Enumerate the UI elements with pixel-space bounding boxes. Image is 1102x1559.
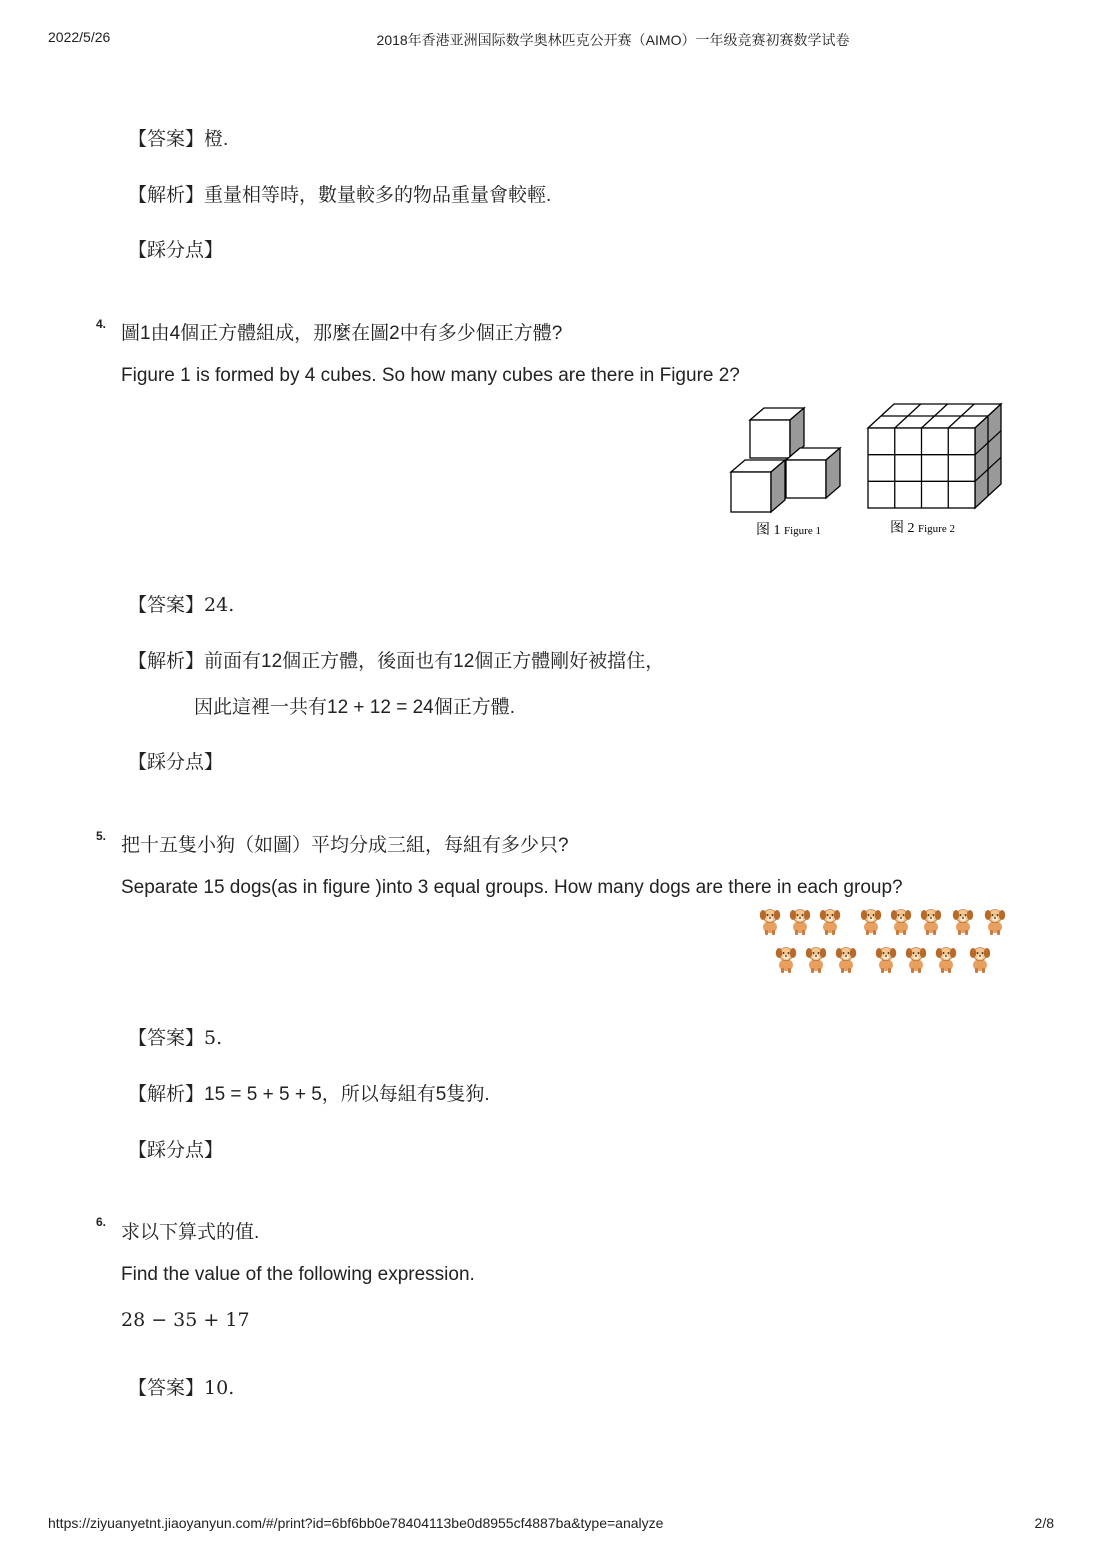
- fig2-caption: 图 2 Figure 2: [890, 521, 955, 536]
- q3-points-line: [128, 235, 223, 262]
- q3-answer-line: [128, 124, 228, 151]
- q4-points-line: [128, 747, 223, 774]
- dog-icon: [891, 910, 911, 936]
- answer-label: 【答案】: [128, 1027, 205, 1049]
- fig1-caption: 图 1 Figure 1: [756, 523, 821, 538]
- analysis-label: 【解析】: [128, 1083, 205, 1105]
- points-label: 【踩分点】: [128, 1139, 224, 1161]
- footer-url: https://ziyuanyetnt.jiaoyanyun.com/#/print?id=6bf6bb0e78404113be0d8955cf4887ba&type=analyze: [48, 1515, 664, 1531]
- q4-analysis-1: 前面有12個正方體，後面也有12個正方體剛好被擋住，: [204, 651, 665, 672]
- dog-icon: [760, 910, 780, 936]
- q4-analysis-line: [128, 646, 664, 673]
- dog-icon: [985, 910, 1005, 936]
- dog-icon: [776, 948, 796, 974]
- dog-icon: [790, 910, 810, 936]
- points-label: 【踩分点】: [128, 751, 224, 773]
- answer-label: 【答案】: [128, 594, 205, 616]
- header-title: 2018年香港亚洲国际数学奥林匹克公开赛（AIMO）一年级竞赛初赛数学试卷: [376, 32, 850, 48]
- dog-icon: [876, 948, 896, 974]
- q6-question-en: Find the value of the following expression.: [121, 1264, 475, 1285]
- q6-question-zh: 求以下算式的值.: [121, 1222, 260, 1243]
- dog-icon: [820, 910, 840, 936]
- q5-dogs-figure: [755, 905, 1020, 983]
- dog-icon: [970, 948, 990, 974]
- dog-icon: [936, 948, 956, 974]
- q6-answer: 10.: [204, 1377, 235, 1399]
- q5-number: 5.: [96, 829, 107, 843]
- q5-answer: 5.: [204, 1027, 223, 1049]
- analysis-label: 【解析】: [128, 184, 205, 206]
- fig1-cube-left: [731, 460, 785, 512]
- dog-icon: [861, 910, 881, 936]
- points-label: 【踩分点】: [128, 239, 224, 261]
- q6-number: 6.: [96, 1215, 107, 1229]
- footer-page-number: 2/8: [1034, 1515, 1054, 1531]
- dog-icon: [906, 948, 926, 974]
- q4-answer: 24.: [204, 594, 235, 616]
- q5-analysis-line: [128, 1079, 490, 1106]
- dog-icon: [953, 910, 973, 936]
- q4-figure: [720, 398, 1020, 543]
- q6-expression: 28 − 35 + 17: [121, 1309, 250, 1331]
- q4-answer-line: [128, 590, 234, 617]
- answer-label: 【答案】: [128, 128, 205, 150]
- q4-analysis-line-2: [194, 692, 515, 719]
- dog-icon: [806, 948, 826, 974]
- fig1-cube-right: [786, 448, 840, 498]
- dog-icon: [921, 910, 941, 936]
- fig2-block: [868, 404, 1001, 508]
- q4-question-en: Figure 1 is formed by 4 cubes. So how many cubes are there in Figure 2?: [121, 365, 740, 386]
- q6-answer-line: [128, 1373, 234, 1400]
- fig1-cube-top: [750, 408, 804, 458]
- q5-question-en: Separate 15 dogs(as in figure )into 3 equal groups. How many dogs are there in each group?: [121, 877, 903, 898]
- q5-analysis: 15 = 5 + 5 + 5，所以每組有5隻狗.: [204, 1084, 490, 1105]
- q4-question-zh: 圖1由4個正方體組成，那麼在圖2中有多少個正方體?: [121, 323, 563, 344]
- q4-analysis-2: 因此這裡一共有12 + 12 = 24個正方體.: [194, 697, 515, 718]
- analysis-label: 【解析】: [128, 650, 205, 672]
- q5-answer-line: [128, 1023, 222, 1050]
- header-date: 2022/5/26: [48, 29, 111, 45]
- dog-icon: [836, 948, 856, 974]
- q3-answer: 橙.: [204, 129, 229, 150]
- q3-analysis-line: [128, 180, 551, 207]
- q5-question-zh: 把十五隻小狗（如圖）平均分成三組，每組有多少只?: [121, 835, 569, 856]
- q4-number: 4.: [96, 317, 107, 331]
- q3-analysis: 重量相等時，數量較多的物品重量會較輕.: [204, 185, 552, 206]
- q5-points-line: [128, 1135, 223, 1162]
- answer-label: 【答案】: [128, 1377, 205, 1399]
